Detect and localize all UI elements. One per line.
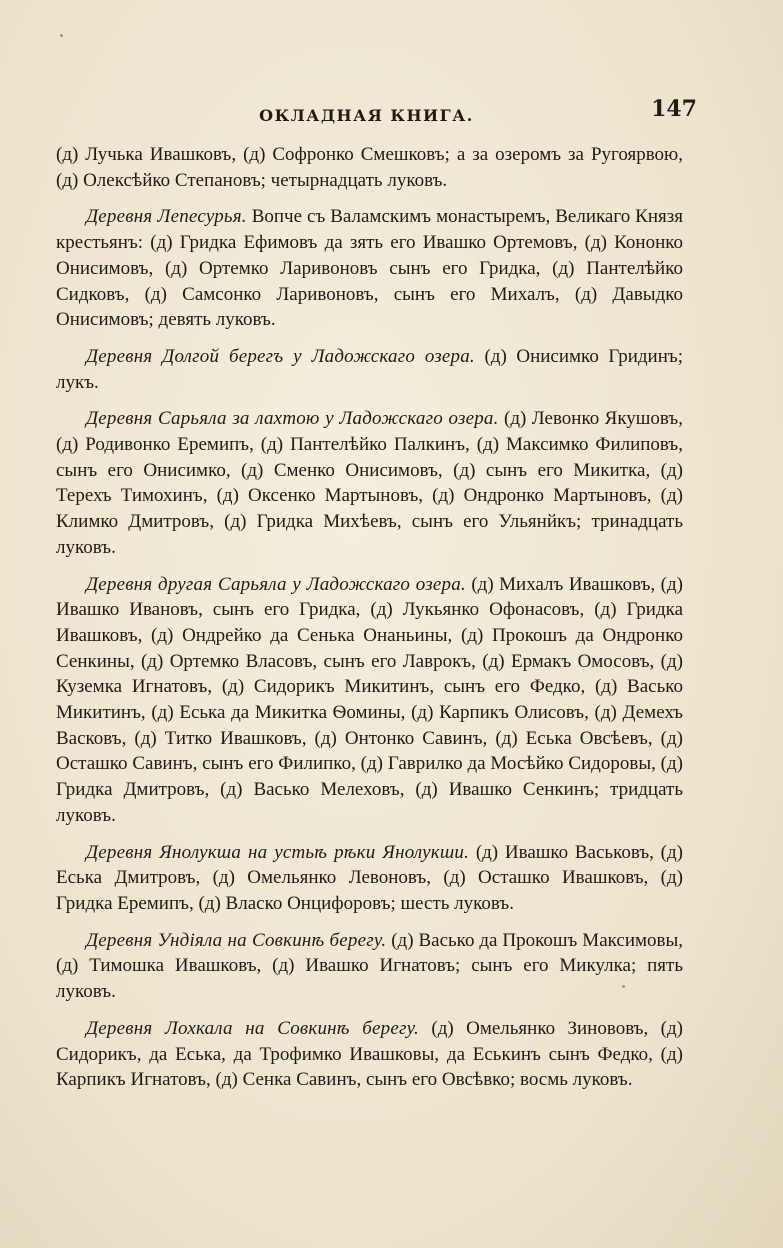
paragraph-text: Вопче съ Валамскимъ монастыремъ, Великаго Князя крестьянъ: (д) Гридка Ефимовъ да зять его Ивашко Ортемовъ, (д) Кононко Онисимовъ, (д) Ортемко Ларивоновъ сынъ его Гридка, (д) Пантелѣйко Сидковъ, (д) Самсонко Ларивоновъ, сынъ его Михалъ, (д) Давыдко Онисимовъ; девять луковъ. [56, 206, 683, 331]
paragraph-text: (д) Михалъ Ивашковъ, (д) Ивашко Ивановъ, сынъ его Гридка, (д) Лукьянко Офонасовъ, (д) Гридка Ивашковъ, (д) Ондрейко да Сенька Онаньины, (д) Прокошъ да Ондронко Сенкины, (д) Ортемко Власовъ, сынъ его Лаврокъ, (д) Ермакъ Омосовъ, (д) Куземка Игнатовъ, (д) Сидорикъ Микитинъ, сынъ его Федко, (д) Васько Микитинъ, (д) Еська да Микитка Ѳомины, (д) Карпикъ Олисовъ, (д) Демехъ Васковъ, (д) Титко Ивашковъ, (д) Онтонко Савинъ, (д) Еська Овсѣевъ, (д) Осташко Савинъ, сынъ его Филипко, (д) Гаврилко да Мосѣйко Сидоровы, (д) Гридка Дмитровъ, (д) Васько Мелеховъ, (д) Ивашко Сенкинъ; тридцать луковъ. [56, 573, 683, 826]
village-name: Деревня Лепесурья. [86, 206, 247, 228]
ink-speck [60, 34, 63, 37]
paragraph-text: (д) Ивашко Васьковъ, (д) Еська Дмитровъ, (д) Омельянко Левоновъ, (д) Осташко Ивашковъ, (д) Гридка Еремипъ, (д) Власко Онцифоровъ; шесть луковъ. [56, 841, 683, 914]
paragraph [56, 928, 683, 1005]
village-name: Деревня Ундіяла на Совкинѣ берегу. [86, 929, 387, 951]
body-text [56, 142, 683, 1104]
village-name: Деревня Лохкала на Совкинѣ берегу. [86, 1017, 419, 1039]
paragraph [56, 572, 683, 829]
village-name: Деревня Долгой берегъ у Ладожскаго озера. [86, 345, 475, 367]
village-name: Деревня Сарьяла за лахтою у Ладожскаго озера. [86, 408, 499, 430]
paragraph-text: (д) Лучька Ивашковъ, (д) Софронко Смешковъ; а за озеромъ за Ругоярвою, (д) Олексѣйко Степановъ; четырнадцать луковъ. [56, 144, 683, 191]
paragraph [56, 142, 683, 193]
village-name: Деревня другая Сарьяла у Ладожскаго озера. [86, 573, 466, 595]
paragraph [56, 344, 683, 395]
paragraph [56, 840, 683, 917]
paragraph [56, 1016, 683, 1093]
paragraph [56, 204, 683, 333]
paragraph-text: (д) Омельянко Зинововъ, (д) Сидорикъ, да Еська, да Трофимко Ивашковы, да Еськинъ сынъ Федко, (д) Карпикъ Игнатовъ, (д) Сенка Савинъ, сынъ его Овсѣвко; восмь луковъ. [56, 1017, 683, 1091]
running-title: ОКЛАДНАЯ КНИГА. [259, 106, 474, 125]
paragraph-text: (д) Левонко Якушовъ, (д) Родивонко Еремипъ, (д) Пантелѣйко Палкинъ, (д) Максимко Филиповъ, сынъ его Онисимко, (д) Сменко Онисимовъ, (д) сынъ его Микитка, (д) Терехъ Тимохинъ, (д) Оксенко Мартыновъ, (д) Ондронко Мартыновъ, (д) Климко Дмитровъ, (д) Гридка Михѣевъ, сынъ его Ульянйкъ; тринадцать луковъ. [56, 408, 683, 558]
paragraph [56, 406, 683, 560]
page-header [50, 96, 697, 136]
paragraph-text: (д) Васько да Прокошъ Максимовы, (д) Тимошка Ивашковъ, (д) Ивашко Игнатовъ; сынъ его Микулка; пять луковъ. [56, 929, 683, 1003]
village-name: Деревня Янолукша на устьѣ рѣки Янолукши. [86, 841, 470, 863]
page-number: 147 [651, 96, 697, 122]
paragraph-text: (д) Онисимко Гридинъ; лукъ. [56, 345, 683, 393]
